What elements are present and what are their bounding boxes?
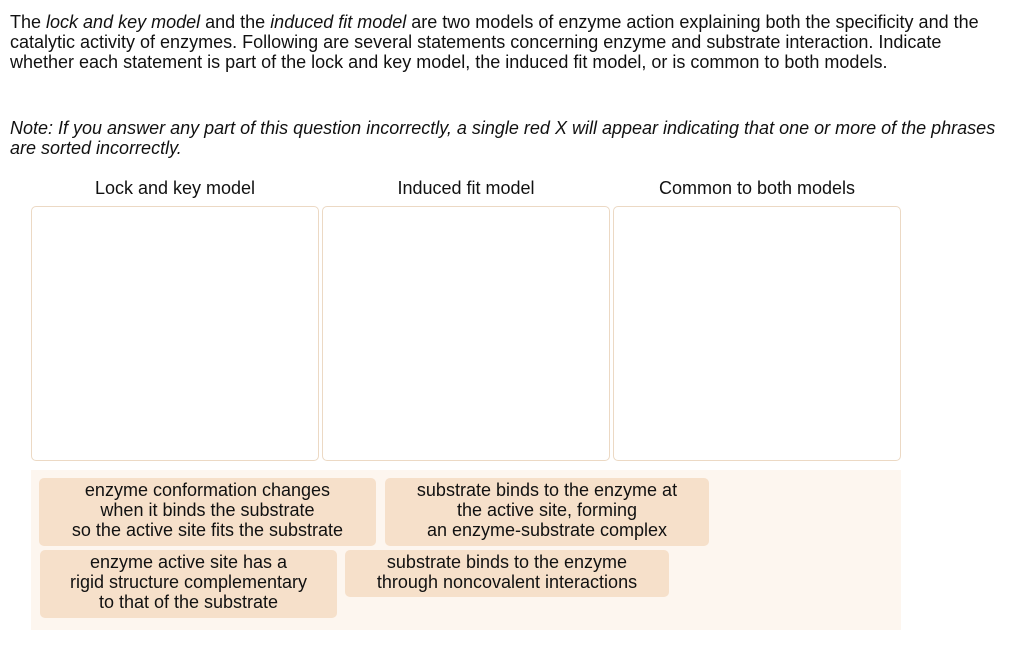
- chip-line: enzyme conformation changes: [84, 480, 331, 500]
- chip-line: enzyme active site has a: [89, 552, 288, 572]
- note-text: Note: If you answer any part of this question incorrectly, a single red X will appear indicating that one or more of the phrases are sorted incorrectly.: [10, 118, 996, 158]
- bin-header-common: Common to both models: [658, 178, 856, 198]
- chip-line: so the active site fits the substrate: [71, 520, 344, 540]
- text: The: [10, 12, 47, 32]
- chip-line: substrate binds to the enzyme: [386, 552, 628, 572]
- chip-line: when it binds the substrate: [100, 500, 315, 520]
- bin-header-induced-fit: Induced fit model: [397, 178, 535, 198]
- chip-line: rigid structure complementary: [69, 572, 308, 592]
- term-lock-key: lock and key model: [46, 12, 201, 32]
- chip-line: the active site, forming: [456, 500, 638, 520]
- text: and the: [200, 12, 271, 32]
- drop-zone-induced-fit[interactable]: [322, 206, 610, 461]
- chip-line: substrate binds to the enzyme at: [416, 480, 678, 500]
- drop-zone-lock-key[interactable]: [31, 206, 319, 461]
- draggable-statement[interactable]: [40, 550, 337, 618]
- chip-line: through noncovalent interactions: [376, 572, 638, 592]
- draggable-statement[interactable]: [345, 550, 669, 597]
- chip-line: to that of the substrate: [98, 592, 279, 612]
- draggable-statement[interactable]: [385, 478, 709, 546]
- question-text: [10, 12, 1010, 72]
- chip-line: an enzyme-substrate complex: [426, 520, 668, 540]
- bin-header-lock-key: Lock and key model: [94, 178, 256, 198]
- text: are two models of enzyme action explaining both the specificity and the catalytic activity of enzymes. Following are several statements concerning enzyme and substrate interaction. Indicate whether each statement is part of the lock and key model, the induced fit model, or is common to both models.: [10, 12, 979, 72]
- draggable-statement[interactable]: [39, 478, 376, 546]
- drop-zone-common[interactable]: [613, 206, 901, 461]
- term-induced-fit: induced fit model: [270, 12, 407, 32]
